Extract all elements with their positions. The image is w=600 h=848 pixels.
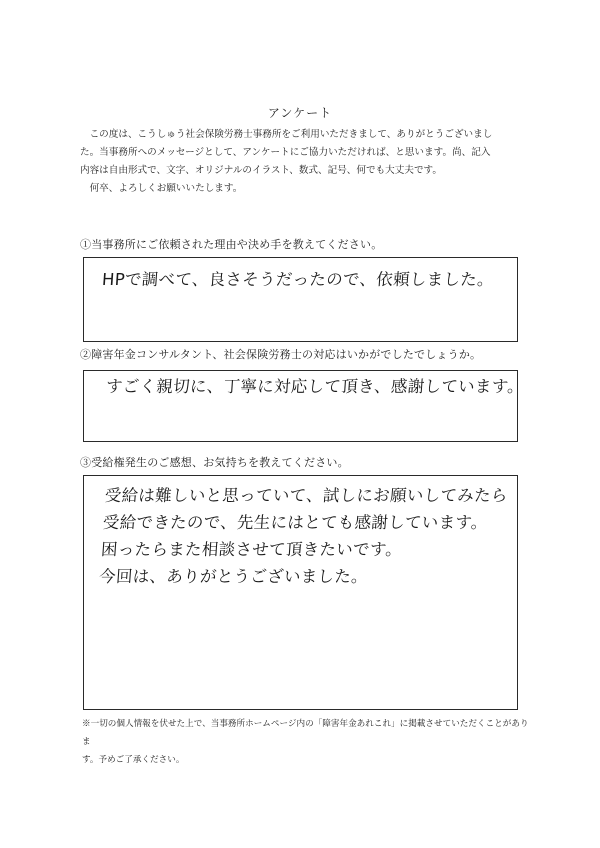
question-1-label: ①当事務所にご依頼された理由や決め手を教えてください。 [80, 238, 383, 251]
page-title: アンケート [267, 106, 333, 120]
answer-box-1[interactable] [83, 257, 518, 342]
intro-line: 内容は自由形式で、文字、オリジナルのイラスト、数式、記号、何でも大丈夫です。 [80, 165, 442, 176]
answer-box-3[interactable] [83, 475, 518, 710]
answer-line: すごく親切に、丁寧に対応して頂き、感謝しています。 [105, 377, 525, 396]
answer-line: 受給は難しいと思っていて、試しにお願いしてみたら [104, 486, 509, 505]
answer-3-text [98, 482, 508, 590]
answer-1-text [101, 266, 495, 293]
answer-box-2[interactable] [83, 370, 525, 442]
question-3-label: ③受給権発生のご感想、お気持ちを教えてください。 [80, 456, 349, 469]
question-2-label: ②障害年金コンサルタント、社会保険労務士の対応はいかがでしたでしょうか。 [80, 348, 482, 361]
intro-line: 何卒、よろしくお願いいたします。 [89, 183, 243, 194]
footnote-line: す。予めご了承ください。 [82, 755, 185, 765]
answer-line: HPで調べて、良さそうだったので、依頼しました。 [101, 270, 495, 289]
intro-line: この度は、こうしゅう社会保険労務士事務所をご利用いただきまして、ありがとうございまし [89, 129, 493, 140]
intro-line: た。当事務所へのメッセージとして、アンケートにご協力いただければ、と思います。尚、記入 [80, 147, 491, 158]
answer-line: 受給できたので、先生にはとても感謝しています。 [102, 513, 489, 532]
answer-2-text [105, 373, 525, 400]
intro-paragraph [80, 126, 530, 198]
footnote-line: ※一切の個人情報を伏せた上で、当事務所ホームページ内の「障害年金あれこれ」に掲載させていただくことがありま [82, 719, 529, 747]
footnote [82, 715, 532, 769]
answer-line: 今回は、ありがとうございました。 [98, 567, 369, 586]
answer-line: 困ったらまた相談させて頂きたいです。 [100, 540, 403, 559]
